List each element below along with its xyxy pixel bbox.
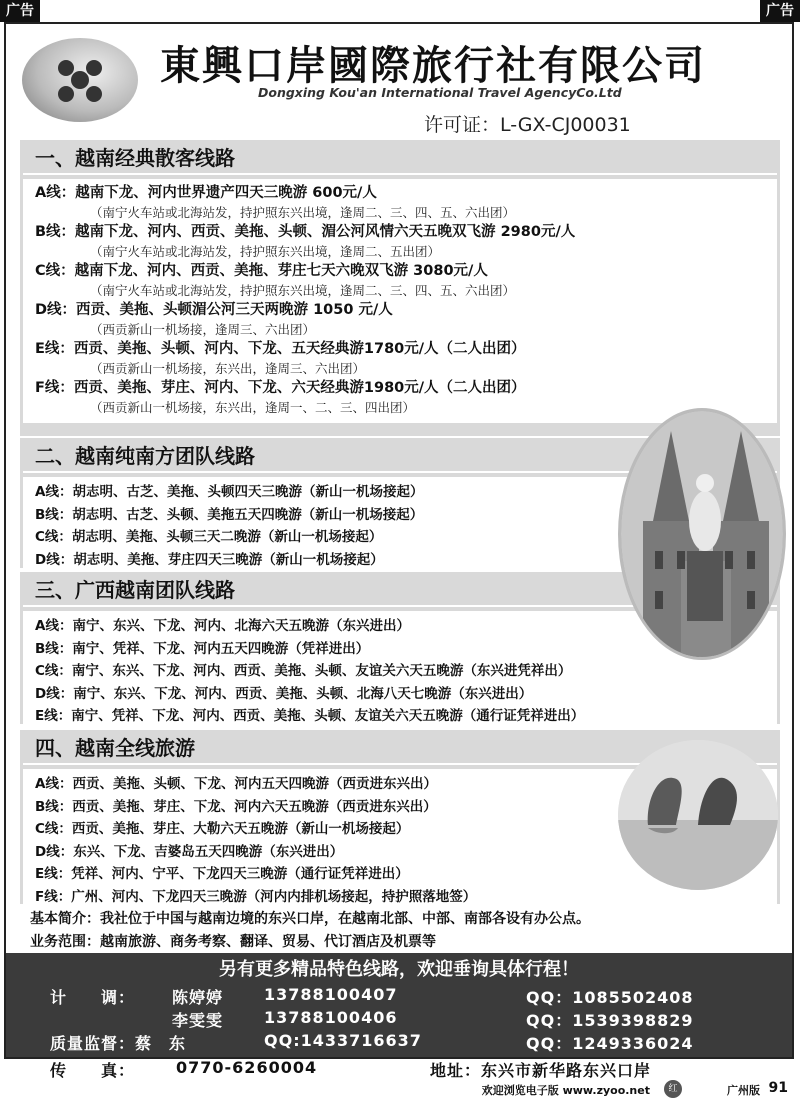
company-logo [22, 38, 138, 122]
route-item [35, 222, 771, 261]
route-main: E线：凭祥、河内、宁平、下龙四天三晚游（通行证凭祥进出） [35, 866, 409, 882]
section-title: 四、越南全线旅游 [23, 733, 777, 765]
company-title-cn: 東興口岸國際旅行社有限公司 [160, 42, 706, 89]
address: 地址：东兴市新华路东兴口岸 [430, 1061, 652, 1080]
contact2-name: 李雯雯 [172, 1011, 224, 1030]
ad-label-right: 广告 [760, 0, 800, 22]
license-number: 许可证：L-GX-CJ00031 [424, 114, 631, 136]
route-item [35, 660, 771, 683]
ad-label-left: 广告 [0, 0, 40, 22]
flower-logo-icon [22, 38, 138, 122]
route-main: A线：胡志明、古芝、美拖、头顿四天三晚游（新山一机场接起） [35, 484, 424, 500]
fax-label: 传 真： [50, 1061, 136, 1080]
business-scope: 业务范围：越南旅游、商务考察、翻译、贸易、代订酒店及机票等 [30, 934, 436, 950]
quality-supervision: 质量监督：蔡 东 [50, 1034, 187, 1053]
route-main: D线：胡志明、美拖、芽庄四天三晚游（新山一机场接起） [35, 551, 384, 568]
dispatch-label: 计 调： [50, 988, 136, 1007]
contact1-qq: QQ：1085502408 [526, 988, 694, 1007]
route-item [35, 683, 771, 706]
route-main: E线：南宁、凭祥、下龙、河内、西贡、美拖、头顿、友谊关六天五晚游（通行证凭祥进出） [35, 708, 585, 724]
route-item [35, 183, 771, 222]
publication-logo-icon: 红 [664, 1080, 682, 1098]
contact1-phone[interactable]: 13788100407 [264, 985, 398, 1004]
route-main: D线：西贡、美拖、头顿湄公河三天两晚游 1050 元/人 [35, 302, 393, 318]
route-main: A线：南宁、东兴、下龙、河内、北海六天五晚游（东兴进出） [35, 618, 410, 634]
footer-headline: 另有更多精品特色线路，欢迎垂询具体行程！ [219, 959, 579, 980]
section-title: 三、广西越南团队线路 [23, 575, 777, 607]
route-note: （西贡新山一机场接，东兴出，逢周三、六出团） [90, 361, 366, 376]
route-main: E线：西贡、美拖、头顿、河内、下龙、五天经典游1780元/人（二人出团） [35, 341, 526, 357]
route-item [35, 378, 771, 417]
route-main: F线：广州、河内、下龙四天三晚游（河内内排机场接起，持护照落地签） [35, 888, 477, 905]
route-note: （南宁火车站或北海站发，持护照东兴出境，逢周二、三、四、五、六出团） [90, 283, 516, 298]
route-main: C线：西贡、美拖、芽庄、大勒六天五晚游（新山一机场接起） [35, 821, 410, 837]
cathedral-photo [618, 408, 786, 660]
site-text[interactable]: 欢迎浏览电子版 www.zyoo.net [481, 1084, 650, 1097]
contact2-phone[interactable]: 13788100406 [264, 1008, 398, 1027]
edition-label: 广州版 [727, 1084, 760, 1097]
quality-qq2: QQ：1249336024 [526, 1034, 694, 1053]
halong-rocks-image-icon [618, 740, 778, 890]
route-note: （西贡新山一机场接，逢周三、六出团） [90, 322, 316, 337]
page-bottom-bar [0, 1078, 800, 1100]
route-main: C线：越南下龙、河内、西贡、美拖、芽庄七天六晚双飞游 3080元/人 [35, 263, 488, 279]
route-main: A线：西贡、美拖、头顿、下龙、河内五天四晚游（西贡进东兴出） [35, 776, 437, 792]
route-main: C线：南宁、东兴、下龙、河内、西贡、美拖、头顿、友谊关六天五晚游（东兴进凭祥出） [35, 663, 572, 679]
route-main: B线：西贡、美拖、芽庄、下龙、河内六天五晚游（西贡进东兴出） [35, 798, 437, 815]
halong-bay-photo [618, 740, 778, 890]
section-title: 二、越南纯南方团队线路 [23, 441, 777, 473]
company-intro: 基本简介：我社位于中国与越南边境的东兴口岸，在越南北部、中部、南部各设有办公点。 [30, 911, 590, 927]
route-main: D线：东兴、下龙、吉婆岛五天四晚游（东兴进出） [35, 843, 344, 860]
route-main: A线：越南下龙、河内世界遗产四天三晚游 600元/人 [35, 185, 377, 201]
route-note: （南宁火车站或北海站发，持护照东兴出境，逢周二、三、四、五、六出团） [90, 205, 516, 220]
section-title: 一、越南经典散客线路 [23, 143, 777, 175]
section-body [23, 179, 777, 423]
route-main: B线：南宁、凭祥、下龙、河内五天四晚游（凭祥进出） [35, 640, 370, 657]
contact-footer [6, 953, 792, 1057]
route-item [35, 300, 771, 339]
contact1-name: 陈婷婷 [172, 988, 224, 1007]
route-item [35, 886, 771, 909]
route-item [35, 705, 771, 728]
cathedral-image-icon [621, 411, 786, 660]
route-main: B线：胡志明、古芝、头顿、美拖五天四晚游（新山一机场接起） [35, 506, 424, 523]
route-main: B线：越南下龙、河内、西贡、美拖、头顿、湄公河风情六天五晚双飞游 2980元/人 [35, 224, 576, 240]
route-main: F线：西贡、美拖、芽庄、河内、下龙、六天经典游1980元/人（二人出团） [35, 380, 526, 396]
route-note: （南宁火车站或北海站发，持护照东兴出境，逢周二、五出团） [90, 244, 441, 259]
contact2-qq: QQ：1539398829 [526, 1011, 694, 1030]
page-number: 91 [768, 1080, 788, 1096]
route-main: C线：胡志明、美拖、头顿三天二晚游（新山一机场接起） [35, 529, 383, 545]
route-note: （西贡新山一机场接，东兴出，逢周一、二、三、四出团） [90, 400, 416, 415]
route-item [35, 339, 771, 378]
route-main: D线：南宁、东兴、下龙、河内、西贡、美拖、头顿、北海八天七晚游（东兴进出） [35, 685, 533, 702]
company-title-en: Dongxing Kou'an International Travel AgencyCo.Ltd [258, 85, 622, 100]
section-classic-routes [20, 140, 780, 436]
fax-number: 0770-6260004 [176, 1058, 318, 1077]
quality-qq1: QQ:1433716637 [264, 1031, 422, 1050]
route-item [35, 261, 771, 300]
